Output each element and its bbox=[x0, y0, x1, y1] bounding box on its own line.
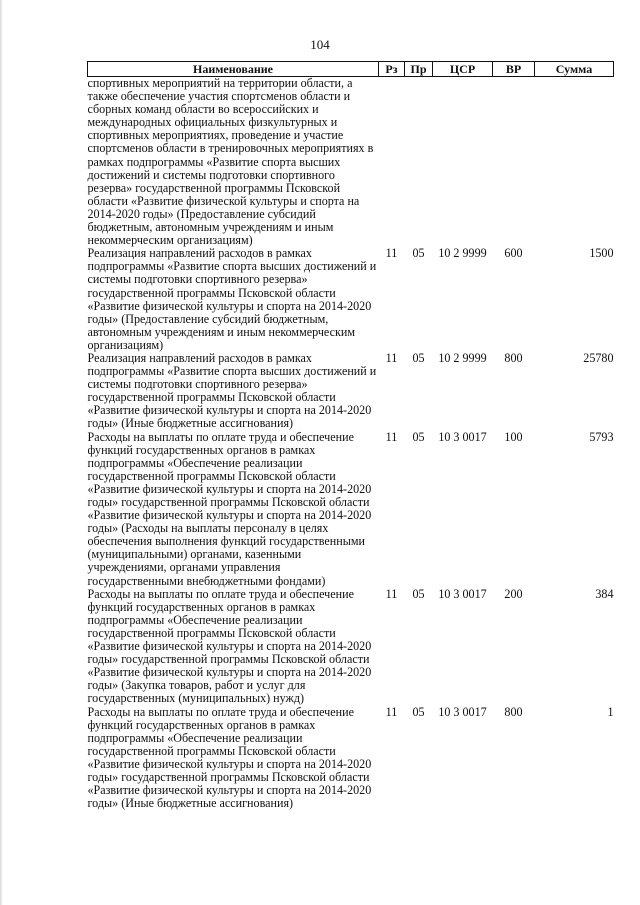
row-sum: 1500 bbox=[589, 246, 614, 261]
row-csr: 10 3 0017 bbox=[438, 586, 487, 601]
row-name: Реализация направлений расходов в рамках подпрограммы «Развитие спорта высших достижений и системы подготовки спортивного резерва» государственной программы Псковской области «Развитие физической культуры и спорта на 2014-2020 годы» (Предоставление субсидий бюджетным, автономным учреждениям и иным некоммерческим организациям) bbox=[87, 246, 377, 352]
row-pr: 05 bbox=[412, 246, 425, 261]
row-rz: 11 bbox=[385, 704, 398, 719]
header-csr: ЦСР bbox=[433, 62, 493, 77]
scan-edge-shadow bbox=[0, 0, 3, 905]
table-row bbox=[88, 431, 614, 588]
table-row bbox=[88, 77, 614, 248]
row-sum: 384 bbox=[595, 586, 614, 601]
row-pr: 05 bbox=[412, 429, 425, 444]
header-rz: Рз bbox=[379, 62, 405, 77]
header-pr: Пр bbox=[405, 62, 433, 77]
page-number: 104 bbox=[310, 37, 330, 52]
row-name: Расходы на выплаты по оплате труда и обеспечение функций государственных органов в рамках подпрограммы «Обеспечение реализации государственной программы Псковской области «Развитие физической культуры и спорта на 2014-2020 годы» государственной программы Псковской области «Развитие физической культуры и спорта на 2014-2020 годы» (Иные бюджетные ассигнования) bbox=[87, 704, 372, 811]
header-sum: Сумма bbox=[535, 62, 614, 77]
table-header-row bbox=[88, 62, 614, 77]
row-rz bbox=[379, 77, 405, 248]
row-csr: 10 3 0017 bbox=[438, 429, 487, 444]
row-rz: 11 bbox=[385, 586, 398, 601]
row-sum: 25780 bbox=[583, 350, 614, 365]
row-rz: 11 bbox=[385, 429, 398, 444]
row-csr: 10 2 9999 bbox=[438, 350, 487, 365]
header-vr: ВР bbox=[493, 62, 535, 77]
table-row bbox=[88, 588, 614, 706]
row-pr bbox=[405, 77, 433, 248]
header-name: Наименование bbox=[88, 62, 379, 77]
row-pr: 05 bbox=[412, 350, 425, 365]
row-csr bbox=[433, 77, 493, 248]
row-name: Расходы на выплаты по оплате труда и обеспечение функций государственных органов в рамках подпрограммы «Обеспечение реализации государственной программы Псковской области «Развитие физической культуры и спорта на 2014-2020 годы» государственной программы Псковской области «Развитие физической культуры и спорта на 2014-2020 годы» (Расходы на выплаты персоналу в целях обеспечения выполнения функций государственными (муниципальными) органами, казенными учреждениями, органами управления государственными внебюджетными фондами) bbox=[87, 429, 372, 588]
row-vr: 200 bbox=[504, 586, 523, 601]
row-vr: 600 bbox=[504, 246, 523, 261]
row-name: Расходы на выплаты по оплате труда и обеспечение функций государственных органов в рамках подпрограммы «Обеспечение реализации государственной программы Псковской области «Развитие физической культуры и спорта на 2014-2020 годы» государственной программы Псковской области «Развитие физической культуры и спорта на 2014-2020 годы» (Закупка товаров, работ и услуг для государственных (муниципальных) нужд) bbox=[87, 586, 372, 706]
row-sum: 5793 bbox=[589, 429, 614, 444]
row-csr: 10 2 9999 bbox=[438, 246, 487, 261]
row-rz: 11 bbox=[385, 350, 398, 365]
row-pr: 05 bbox=[412, 704, 425, 719]
row-vr: 800 bbox=[504, 704, 523, 719]
table-row bbox=[88, 352, 614, 431]
row-vr bbox=[493, 77, 535, 248]
row-sum: 1 bbox=[607, 704, 614, 719]
budget-table bbox=[87, 61, 614, 810]
row-vr: 800 bbox=[504, 350, 523, 365]
row-name: спортивных мероприятий на территории области, а также обеспечение участия спортсменов области и сборных команд области во всероссийских и международных официальных физкультурных и спортивных мероприятиях, проведение и участие спортсменов области в тренировочных мероприятиях в рамках подпрограммы «Развитие спорта высших достижений и системы подготовки спортивного резерва» государственной программы Псковской области «Развитие физической культуры и спорта на 2014-2020 годы» (Предоставление субсидий бюджетным, автономным учреждениям и иным некоммерческим организациям) bbox=[87, 76, 374, 248]
table-row bbox=[88, 247, 614, 352]
row-vr: 100 bbox=[504, 429, 523, 444]
row-sum bbox=[535, 77, 614, 248]
row-pr: 05 bbox=[412, 586, 425, 601]
row-csr: 10 3 0017 bbox=[438, 704, 487, 719]
table-row bbox=[88, 706, 614, 811]
row-name: Реализация направлений расходов в рамках подпрограммы «Развитие спорта высших достижений и системы подготовки спортивного резерва» государственной программы Псковской области «Развитие физической культуры и спорта на 2014-2020 годы» (Иные бюджетные ассигнования) bbox=[87, 350, 377, 431]
row-rz: 11 bbox=[385, 246, 398, 261]
